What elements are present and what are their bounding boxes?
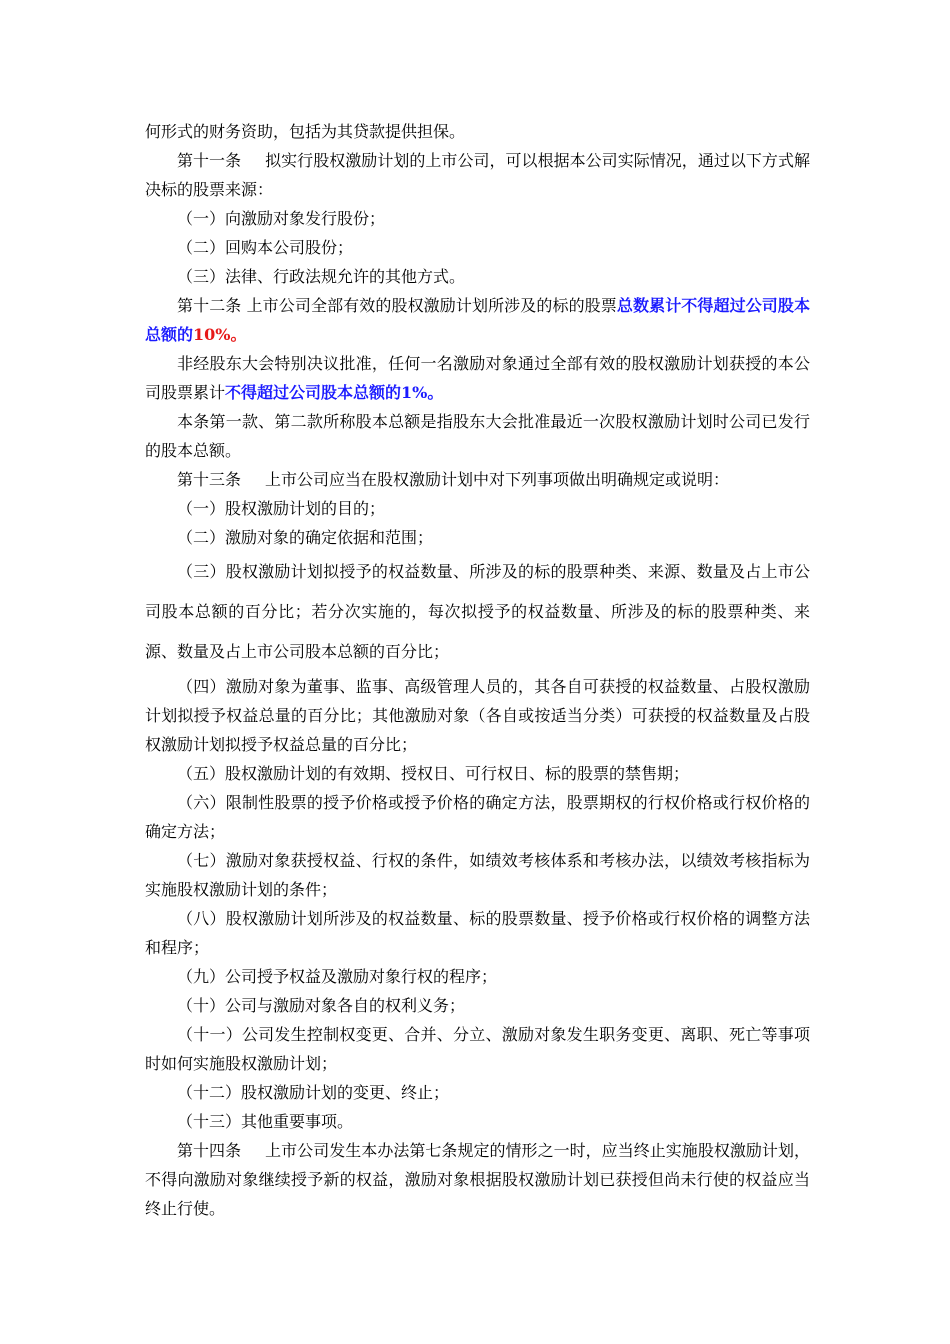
article-number: 第十四条 xyxy=(177,1141,242,1160)
list-item: （五）股权激励计划的有效期、授权日、可行权日、标的股票的禁售期； xyxy=(177,764,690,783)
paragraph: 本条第一款、第二款所称股本总额是指股东大会批准最近一次股权激励计划时公司已发行的股本总额。 xyxy=(145,412,810,460)
list-item: （十一）公司发生控制权变更、合并、分立、激励对象发生职务变更、离职、死亡等事项时如何实施股权激励计划； xyxy=(145,1025,810,1073)
paragraph: 何形式的财务资助，包括为其贷款提供担保。 xyxy=(145,122,466,141)
highlight-percent: 10%。 xyxy=(193,325,247,344)
paragraph: 非经股东大会特别决议批准，任何一名激励对象通过全部有效的股权激励计划获授的本公司股票累计不得超过公司股本总额的1%。 xyxy=(145,354,810,402)
list-item: （一）股权激励计划的目的； xyxy=(177,499,386,518)
list-item: （一）向激励对象发行股份； xyxy=(177,209,386,228)
highlight-text: 总数累计不得超过公司股本总额的 xyxy=(145,296,810,344)
article-14: 第十四条 上市公司发生本办法第七条规定的情形之一时，应当终止实施股权激励计划，不得向激励对象继续授予新的权益，激励对象根据股权激励计划已获授但尚未行使的权益应当终止行使。 xyxy=(145,1141,810,1218)
list-item: （九）公司授予权益及激励对象行权的程序； xyxy=(177,967,498,986)
article-number: 第十一条 xyxy=(177,151,242,170)
highlight-percent: 1%。 xyxy=(401,383,444,402)
list-item: （二）回购本公司股份； xyxy=(177,238,354,257)
article-number: 第十三条 xyxy=(177,470,242,489)
document-body xyxy=(145,117,810,1223)
list-item: （十二）股权激励计划的变更、终止； xyxy=(177,1083,450,1102)
article-11: 第十一条 拟实行股权激励计划的上市公司，可以根据本公司实际情况，通过以下方式解决标的股票来源： xyxy=(145,151,810,199)
highlight-text: 不得超过公司股本总额的 xyxy=(225,383,402,402)
list-item: （八）股权激励计划所涉及的权益数量、标的股票数量、授予价格或行权价格的调整方法和程序； xyxy=(145,909,810,957)
list-item: （三）股权激励计划拟授予的权益数量、所涉及的标的股票种类、来源、数量及占上市公司股本总额的百分比；若分次实施的，每次拟授予的权益数量、所涉及的标的股票种类、来源、数量及占上市公司股本总额的百分比； xyxy=(145,562,810,661)
list-item: （二）激励对象的确定依据和范围； xyxy=(177,528,434,547)
list-item: （七）激励对象获授权益、行权的条件，如绩效考核体系和考核办法，以绩效考核指标为实施股权激励计划的条件； xyxy=(145,851,810,899)
list-item: （四）激励对象为董事、监事、高级管理人员的，其各自可获授的权益数量、占股权激励计划拟授予权益总量的百分比；其他激励对象（各自或按适当分类）可获授的权益数量及占股权激励计划拟授予权益总量的百分比； xyxy=(145,677,810,754)
list-item: （十三）其他重要事项。 xyxy=(177,1112,354,1131)
list-item: （十）公司与激励对象各自的权利义务； xyxy=(177,996,466,1015)
article-12: 第十二条 上市公司全部有效的股权激励计划所涉及的标的股票总数累计不得超过公司股本总额的10%。 xyxy=(145,296,810,344)
list-item: （六）限制性股票的授予价格或授予价格的确定方法，股票期权的行权价格或行权价格的确定方法； xyxy=(145,793,810,841)
article-13: 第十三条 上市公司应当在股权激励计划中对下列事项做出明确规定或说明： xyxy=(177,470,730,489)
list-item: （三）法律、行政法规允许的其他方式。 xyxy=(177,267,466,286)
